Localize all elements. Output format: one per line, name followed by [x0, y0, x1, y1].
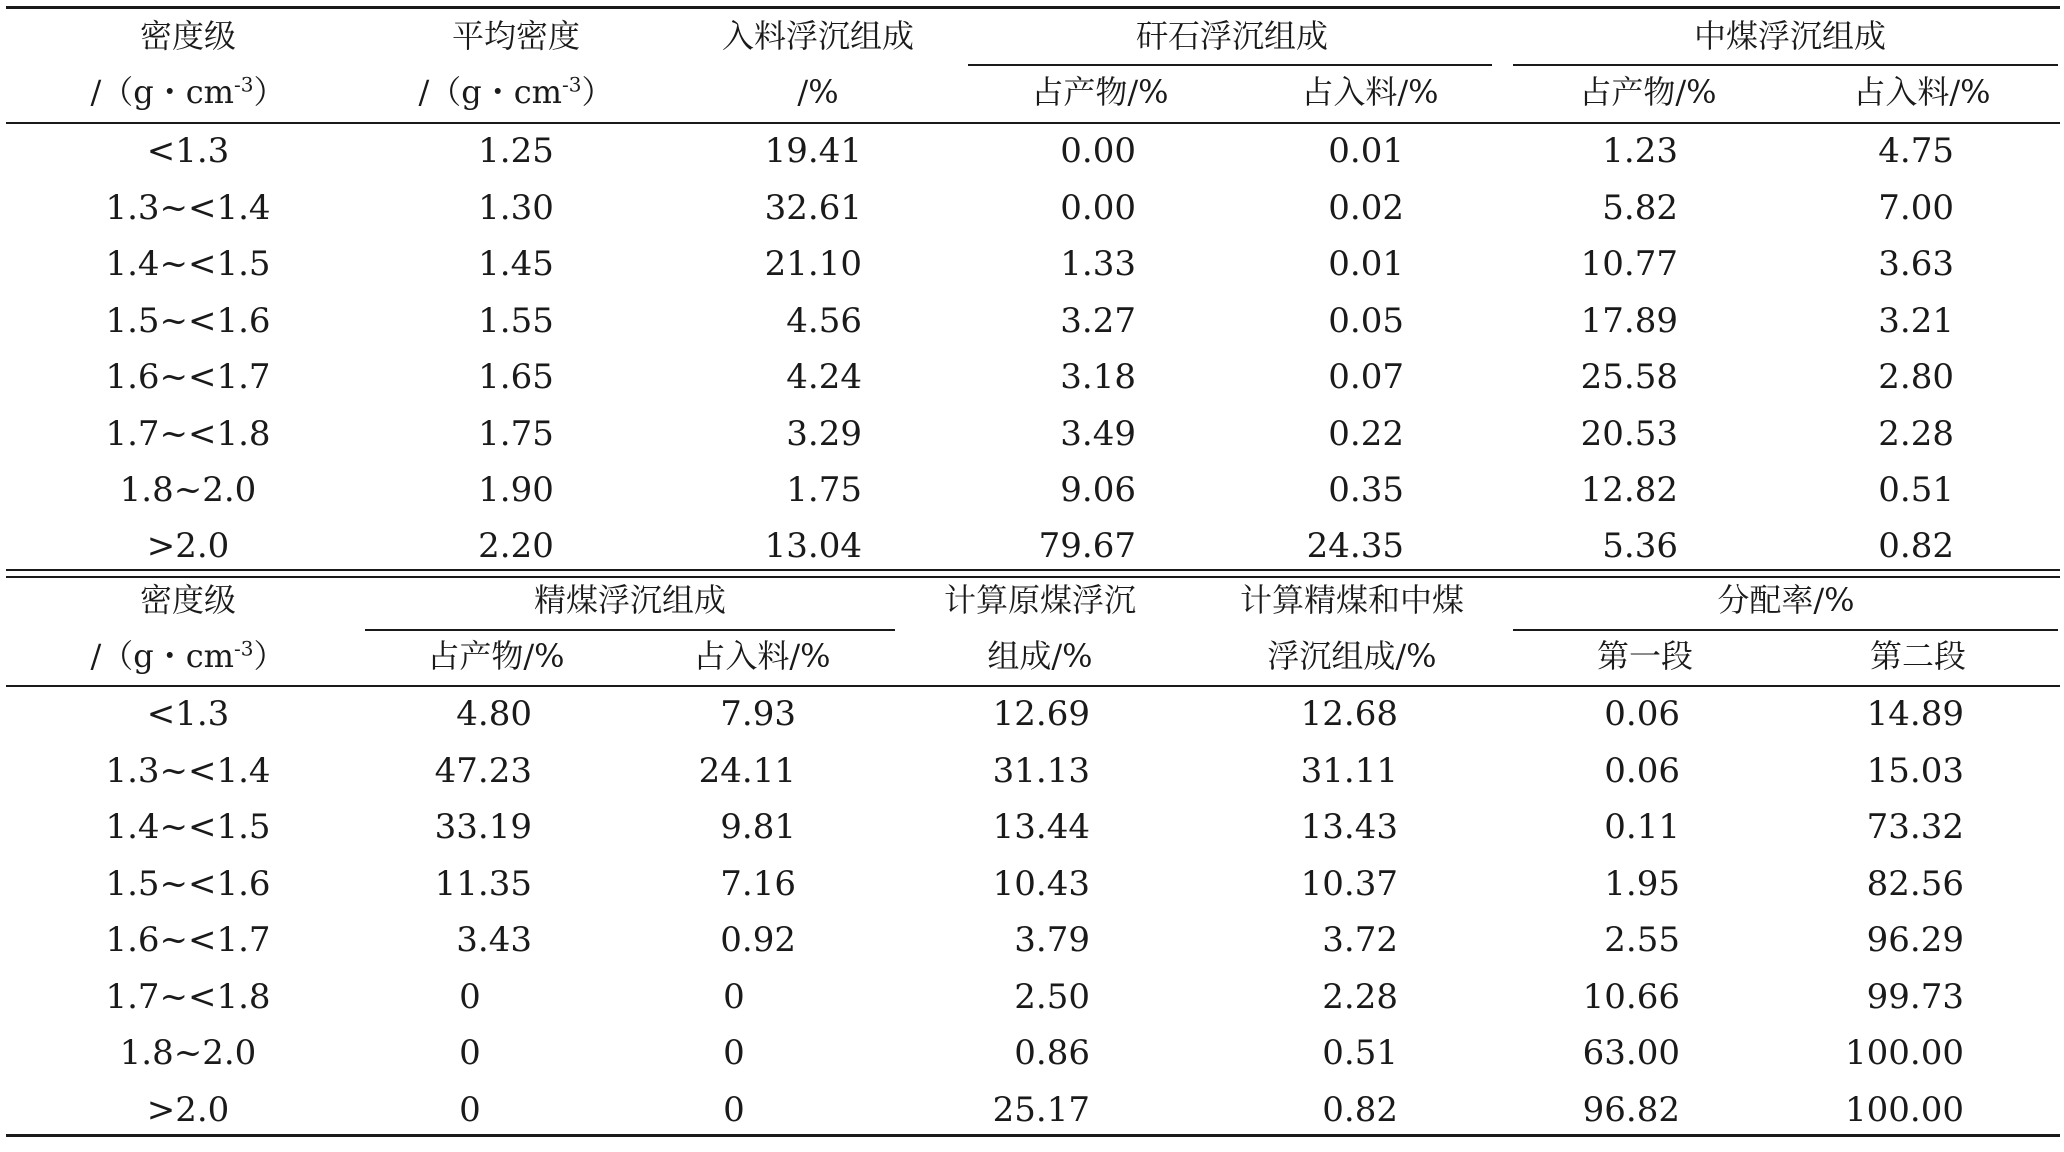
t2-calc-raw-header-line2: 组成/% — [987, 637, 1093, 675]
t2-clean-of-product-header: 占产物/% — [427, 637, 565, 675]
t1-cell: 1.33 — [1060, 244, 1136, 284]
t2-cell: 31.11 — [1300, 751, 1398, 791]
t2-cell: 10.43 — [992, 864, 1090, 904]
t2-cell: 0.06 — [1604, 694, 1680, 734]
t1-cell: 1.25 — [478, 131, 554, 171]
t2-cell: 47.23 — [434, 751, 532, 791]
t1-cell: 3.29 — [786, 414, 862, 454]
t1-cell: 13.04 — [764, 526, 862, 566]
t1-cell: 1.23 — [1602, 131, 1678, 171]
t1-cell: 3.27 — [1060, 301, 1136, 341]
t1-gangue-header: 矸石浮沉组成 — [1135, 17, 1329, 55]
t2-cell: 2.50 — [1014, 977, 1090, 1017]
t1-cell: 1.3~<1.4 — [105, 188, 271, 228]
t1-cell: 0.01 — [1328, 131, 1404, 171]
t2-cell: 0 — [459, 977, 481, 1017]
t1-cell: 0.22 — [1328, 414, 1404, 454]
t2-density-unit-header: /（g・$cm^{-3}$） — [90, 636, 286, 675]
t1-cell: 1.75 — [786, 470, 862, 510]
t2-cell: 82.56 — [1866, 864, 1964, 904]
table1-top-rule — [6, 6, 2060, 9]
t2-cell: 13.44 — [992, 807, 1090, 847]
t1-cell: 1.65 — [478, 357, 554, 397]
t1-avg-density-unit-header: /（g・$cm^{-3}$） — [418, 72, 614, 111]
t1-cell: 4.24 — [786, 357, 862, 397]
t2-cell: 100.00 — [1845, 1090, 1964, 1130]
t1-cell: 1.5~<1.6 — [105, 301, 271, 341]
t1-cell: 32.61 — [764, 188, 862, 228]
t1-gangue-of-product-header: 占产物/% — [1031, 73, 1169, 111]
t2-cell: 0.92 — [720, 920, 796, 960]
t1-cell: 0.01 — [1328, 244, 1404, 284]
t1-density-class-header: 密度级 — [139, 17, 237, 55]
t1-cell: 7.00 — [1878, 188, 1954, 228]
t2-clean-of-feed-header: 占入料/% — [693, 637, 831, 675]
t1-cell: 2.28 — [1878, 414, 1954, 454]
t2-cell: 1.8~2.0 — [119, 1033, 257, 1073]
t2-calc-raw-header-line1: 计算原煤浮沉 — [943, 581, 1137, 619]
t1-cell: 20.53 — [1580, 414, 1678, 454]
table2-bottom-rule — [6, 1134, 2060, 1137]
t2-cell: 3.72 — [1322, 920, 1398, 960]
t2-cell: 15.03 — [1866, 751, 1964, 791]
t2-cell: 12.69 — [992, 694, 1090, 734]
t1-cell: 17.89 — [1580, 301, 1678, 341]
t1-cell: >2.0 — [146, 526, 230, 566]
t2-cell: 96.29 — [1866, 920, 1964, 960]
clean-group-rule — [365, 629, 895, 631]
t2-cell: 1.5~<1.6 — [105, 864, 271, 904]
t1-cell: 0.07 — [1328, 357, 1404, 397]
t1-middling-of-product-header: 占产物/% — [1579, 73, 1717, 111]
t2-density-class-header: 密度级 — [139, 581, 237, 619]
t1-cell: 1.90 — [478, 470, 554, 510]
t2-cell: 1.3~<1.4 — [105, 751, 271, 791]
t1-gangue-of-feed-header: 占入料/% — [1301, 73, 1439, 111]
t2-cell: 0.86 — [1014, 1033, 1090, 1073]
t1-cell: 2.20 — [478, 526, 554, 566]
t1-cell: 1.7~<1.8 — [105, 414, 271, 454]
t1-cell: 1.45 — [478, 244, 554, 284]
table-separator-rule-2 — [6, 576, 2060, 578]
t1-cell: 2.80 — [1878, 357, 1954, 397]
t2-cell: 4.80 — [456, 694, 532, 734]
t2-cell: 0 — [723, 1033, 745, 1073]
t1-middling-header: 中煤浮沉组成 — [1693, 17, 1887, 55]
t1-cell: 79.67 — [1038, 526, 1136, 566]
t2-cell: 1.7~<1.8 — [105, 977, 271, 1017]
t1-cell: 4.56 — [786, 301, 862, 341]
t2-cell: 13.43 — [1300, 807, 1398, 847]
t1-cell: 1.30 — [478, 188, 554, 228]
t2-cell: 2.55 — [1604, 920, 1680, 960]
t2-cell: 0 — [459, 1033, 481, 1073]
t1-cell: 3.63 — [1878, 244, 1954, 284]
t1-cell: 3.21 — [1878, 301, 1954, 341]
t2-cell: 14.89 — [1866, 694, 1964, 734]
t2-cell: 0.06 — [1604, 751, 1680, 791]
table2-header-rule — [6, 685, 2060, 687]
t2-stage1-header: 第一段 — [1596, 637, 1694, 675]
t1-cell: 0.02 — [1328, 188, 1404, 228]
t2-calc-cm-header-line2: 浮沉组成/% — [1267, 637, 1437, 675]
t2-cell: 0.82 — [1322, 1090, 1398, 1130]
t2-cell: 10.37 — [1300, 864, 1398, 904]
t2-cell: <1.3 — [146, 694, 230, 734]
partition-group-rule — [1513, 629, 2058, 631]
t1-avg-density-header: 平均密度 — [451, 17, 581, 55]
t1-cell: 24.35 — [1306, 526, 1404, 566]
t1-cell: 5.82 — [1602, 188, 1678, 228]
t1-cell: 1.8~2.0 — [119, 470, 257, 510]
t1-cell: 0.00 — [1060, 131, 1136, 171]
t1-cell: 1.4~<1.5 — [105, 244, 271, 284]
t2-cell: 10.66 — [1582, 977, 1680, 1017]
t1-cell: 19.41 — [764, 131, 862, 171]
t1-feed-unit-header: /% — [797, 73, 839, 111]
t1-feed-header: 入料浮沉组成 — [721, 17, 915, 55]
t1-cell: 0.82 — [1878, 526, 1954, 566]
table1-header-rule — [6, 122, 2060, 124]
t2-cell: 7.93 — [720, 694, 796, 734]
t2-cell: >2.0 — [146, 1090, 230, 1130]
t1-cell: 25.58 — [1580, 357, 1678, 397]
t2-cell: 1.4~<1.5 — [105, 807, 271, 847]
table-separator-rule-1 — [6, 569, 2060, 571]
t2-cell: 9.81 — [720, 807, 796, 847]
t2-partition-header: 分配率/% — [1717, 581, 1855, 619]
t2-cell: 33.19 — [434, 807, 532, 847]
t1-cell: 1.6~<1.7 — [105, 357, 271, 397]
t2-cell: 2.28 — [1322, 977, 1398, 1017]
t1-cell: 0.05 — [1328, 301, 1404, 341]
t1-cell: 3.49 — [1060, 414, 1136, 454]
t2-cell: 3.43 — [456, 920, 532, 960]
t2-cell: 100.00 — [1845, 1033, 1964, 1073]
t2-cell: 12.68 — [1300, 694, 1398, 734]
t1-cell: <1.3 — [146, 131, 230, 171]
t1-cell: 1.75 — [478, 414, 554, 454]
t2-cell: 0 — [723, 977, 745, 1017]
t2-stage2-header: 第二段 — [1869, 637, 1967, 675]
t2-cell: 0.51 — [1322, 1033, 1398, 1073]
t2-clean-header: 精煤浮沉组成 — [533, 581, 727, 619]
t2-cell: 0 — [459, 1090, 481, 1130]
t2-cell: 1.6~<1.7 — [105, 920, 271, 960]
t1-cell: 0.00 — [1060, 188, 1136, 228]
t2-cell: 7.16 — [720, 864, 796, 904]
t1-cell: 9.06 — [1060, 470, 1136, 510]
t2-calc-cm-header-line1: 计算精煤和中煤 — [1239, 581, 1465, 619]
t1-cell: 0.35 — [1328, 470, 1404, 510]
t2-cell: 31.13 — [992, 751, 1090, 791]
t2-cell: 1.95 — [1604, 864, 1680, 904]
t2-cell: 11.35 — [434, 864, 532, 904]
t2-cell: 73.32 — [1866, 807, 1964, 847]
middling-group-rule — [1513, 64, 2058, 66]
t1-cell: 4.75 — [1878, 131, 1954, 171]
t1-cell: 10.77 — [1580, 244, 1678, 284]
t1-cell: 3.18 — [1060, 357, 1136, 397]
t2-cell: 99.73 — [1866, 977, 1964, 1017]
t2-cell: 96.82 — [1582, 1090, 1680, 1130]
t1-cell: 12.82 — [1580, 470, 1678, 510]
t2-cell: 25.17 — [992, 1090, 1090, 1130]
t2-cell: 63.00 — [1582, 1033, 1680, 1073]
t1-density-unit-header: /（g・$cm^{-3}$） — [90, 72, 286, 111]
t2-cell: 24.11 — [698, 751, 796, 791]
t1-cell: 1.55 — [478, 301, 554, 341]
t2-cell: 0 — [723, 1090, 745, 1130]
t1-cell: 5.36 — [1602, 526, 1678, 566]
t2-cell: 3.79 — [1014, 920, 1090, 960]
t1-cell: 21.10 — [764, 244, 862, 284]
t1-middling-of-feed-header: 占入料/% — [1853, 73, 1991, 111]
t2-cell: 0.11 — [1604, 807, 1680, 847]
gangue-group-rule — [968, 64, 1492, 66]
t1-cell: 0.51 — [1878, 470, 1954, 510]
